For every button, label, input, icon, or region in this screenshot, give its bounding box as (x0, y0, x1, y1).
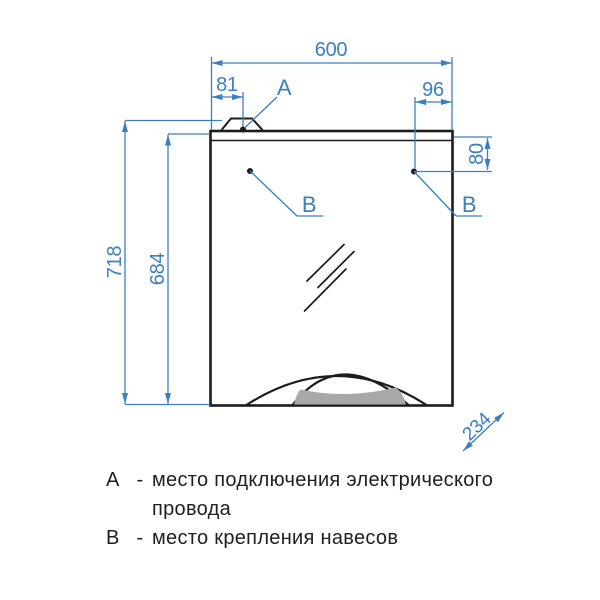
dim-718-label: 718 (104, 245, 126, 279)
dim-96-label: 96 (422, 79, 444, 101)
legend-marker-a: А (106, 469, 120, 491)
callout-a-label: А (276, 75, 292, 100)
callout-leaders (245, 97, 483, 216)
mirror-shine-icon (305, 245, 355, 312)
legend-text-a (152, 466, 526, 524)
legend-marker-b: В (106, 527, 120, 549)
dim-600-label: 600 (314, 39, 348, 61)
legend-text-a-line2: провода (152, 498, 232, 520)
legend (106, 466, 526, 553)
legend-item-b (106, 524, 526, 553)
dim-81 (212, 92, 244, 127)
dim-684-label: 684 (147, 252, 169, 286)
dim-718 (125, 121, 222, 405)
mirror-outline (211, 119, 453, 406)
dim-80-label: 80 (466, 143, 488, 165)
dim-234-label: 234 (458, 408, 496, 446)
dim-81-label: 81 (216, 74, 238, 96)
legend-dash: - (136, 469, 144, 491)
reference-points (240, 127, 417, 175)
legend-text-b (152, 524, 526, 553)
callout-b-right-label: В (461, 192, 477, 217)
legend-item-a (106, 466, 526, 524)
legend-text-a-line1: место подключения электрического (152, 469, 494, 491)
shelf-surface (294, 388, 406, 405)
dim-96 (415, 97, 452, 169)
callout-b-left-label: В (301, 192, 317, 217)
legend-text-b-line1: место крепления навесов (152, 527, 399, 549)
legend-dash: - (136, 527, 144, 549)
dim-684 (168, 134, 210, 404)
